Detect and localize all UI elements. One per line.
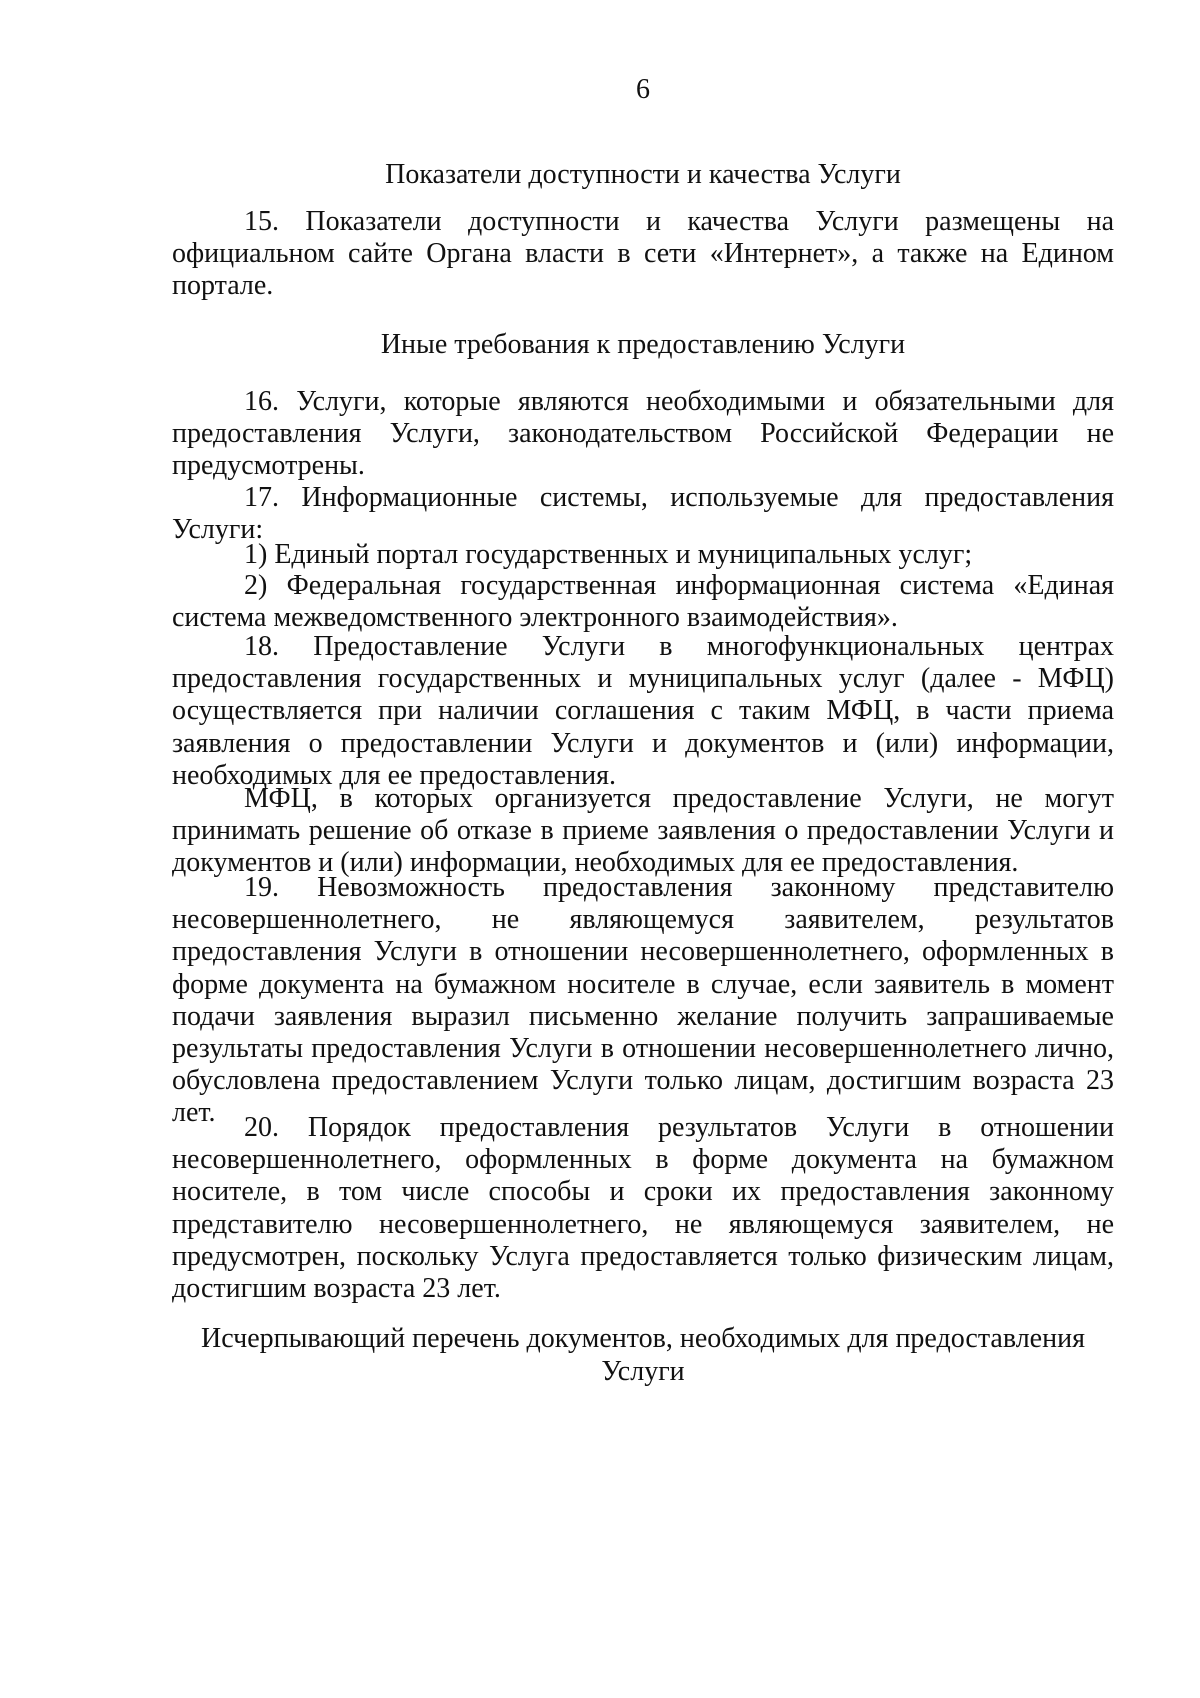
paragraph-17-item-2: 2) Федеральная государственная информационная система «Единая система межведомственного электронного взаимодействия». — [172, 570, 1114, 634]
paragraph-20: 20. Порядок предоставления результатов Услуги в отношении несовершеннолетнего, оформленных в форме документа на бумажном носителе, в том числе способы и сроки их предоставления законному представителю несовершеннолетнего, не являющемуся заявителем, не предусмотрен, поскольку Услуга предоставляется только физическим лицам, достигшим возраста 23 лет. — [172, 1112, 1114, 1305]
paragraph-18-continuation: МФЦ, в которых организуется предоставление Услуги, не могут принимать решение об отказе в приеме заявления о предоставлении Услуги и документов и (или) информации, необходимых для ее предоставления. — [172, 783, 1114, 879]
section-heading-other-requirements: Иные требования к предоставлению Услуги — [380, 329, 906, 360]
paragraph-19: 19. Невозможность предоставления законному представителю несовершеннолетнего, не являющемуся заявителем, результатов предоставления Услуги в отношении несовершеннолетнего, оформленных в форме документа на бумажном носителе в случае, если заявитель в момент подачи заявления выразил письменно желание получить запрашиваемые результаты предоставления Услуги в отношении несовершеннолетнего лично, обусловлена предоставлением Услуги только лицам, достигшим возраста 23 лет. — [172, 872, 1114, 1129]
paragraph-16: 16. Услуги, которые являются необходимыми и обязательными для предоставления Услуги, законодательством Российской Федерации не предусмотрены. — [172, 386, 1114, 482]
section-heading-accessibility: Показатели доступности и качества Услуги — [385, 159, 901, 190]
page-number: 6 — [636, 74, 650, 105]
paragraph-15: 15. Показатели доступности и качества Услуги размещены на официальном сайте Органа власти в сети «Интернет», а также на Едином портале. — [172, 206, 1114, 302]
paragraph-17: 17. Информационные системы, используемые для предоставления Услуги: — [172, 482, 1114, 546]
paragraph-17-item-1: 1) Единый портал государственных и муниципальных услуг; — [244, 539, 973, 570]
section-heading-documents-list: Исчерпывающий перечень документов, необходимых для предоставления Услуги — [201, 1323, 1085, 1387]
paragraph-18: 18. Предоставление Услуги в многофункциональных центрах предоставления государственных и муниципальных услуг (далее - МФЦ) осуществляется при наличии соглашения с таким МФЦ, в части приема заявления о предоставлении Услуги и документов и (или) информации, необходимых для ее предоставления. — [172, 631, 1114, 791]
